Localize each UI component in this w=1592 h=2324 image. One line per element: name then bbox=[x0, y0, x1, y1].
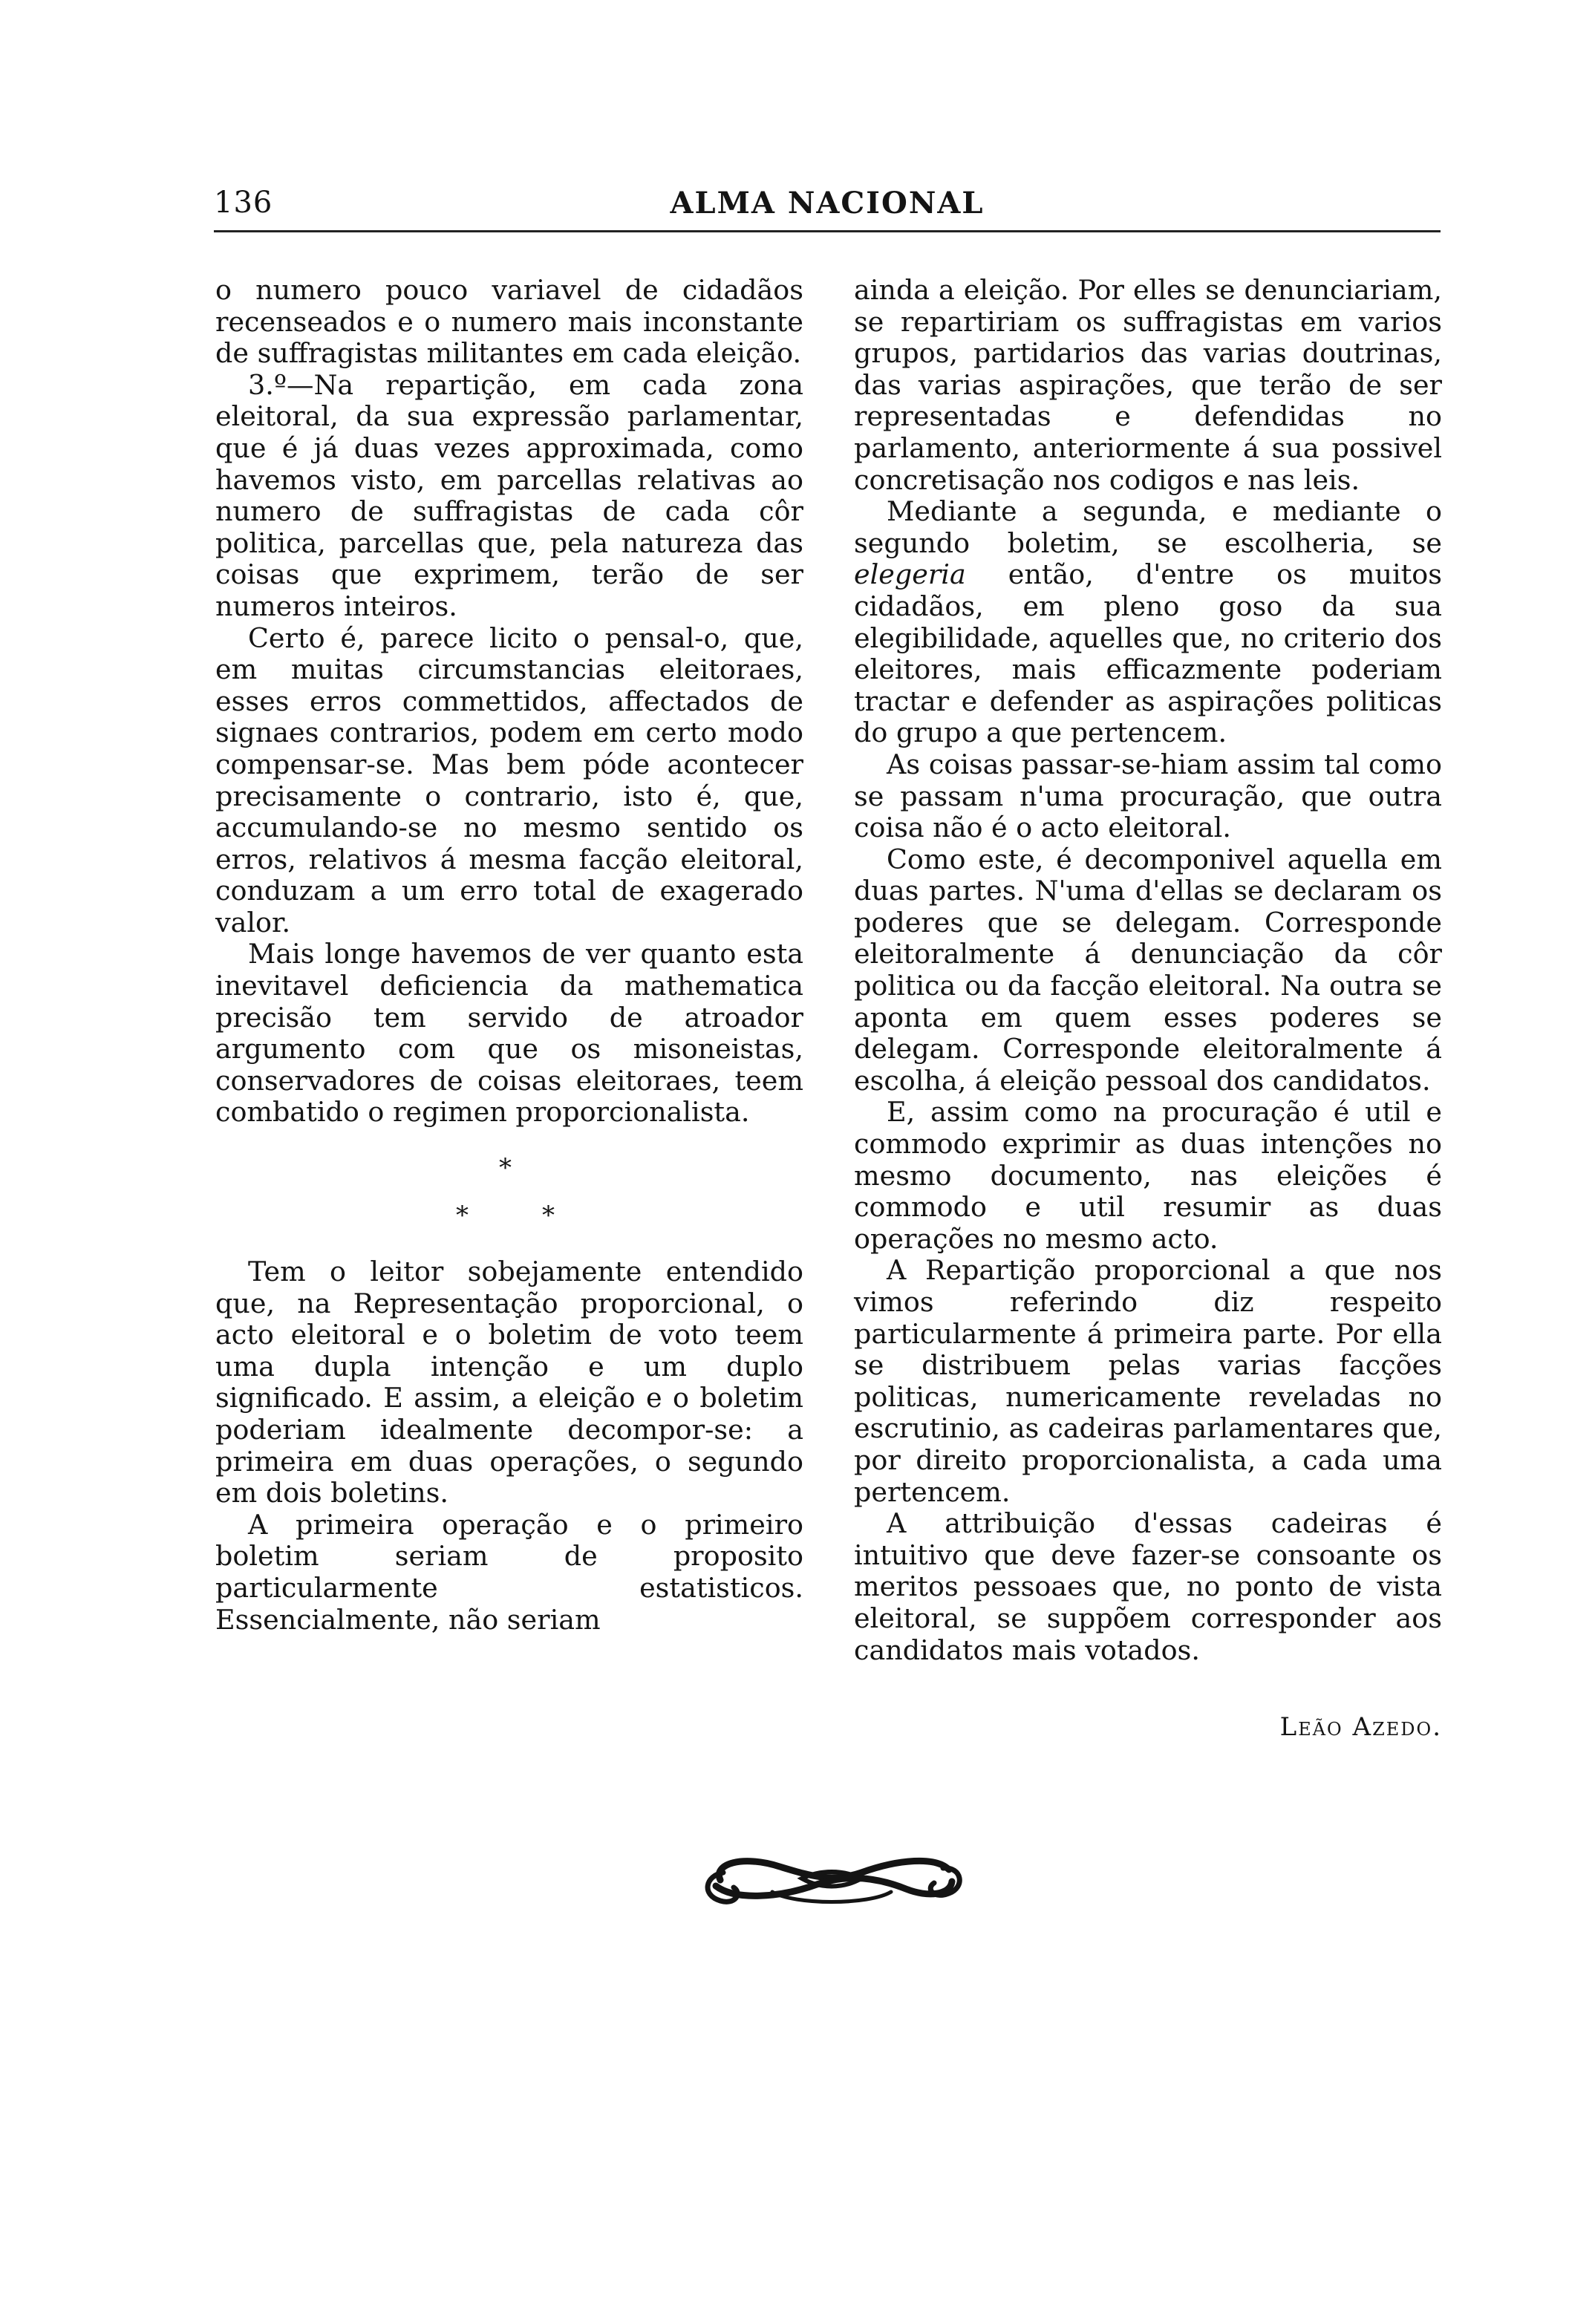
tailpiece-ornament-icon bbox=[691, 1834, 973, 1923]
paragraph-text: então, d'entre os muitos cidadãos, em pleno goso da sua elegibilidade, aquelles que, no criterio dos eleitores, mais efficazmente poderiam tractar e defender as aspirações politicas do grupo a que pertencem. bbox=[854, 558, 1442, 749]
section-asterism bbox=[215, 1142, 803, 1246]
paragraph: Como este, é decomponivel aquella em duas partes. N'uma d'ellas se declaram os poderes que se delegam. Corresponde eleitoralmente á denunciação da côr politica ou da facção eleitoral. Na outra se aponta em quem esses poderes se delegam. Corresponde eleitoralmente á escolha, á eleição pessoal dos candidatos. bbox=[854, 843, 1442, 1097]
page-header bbox=[214, 178, 1441, 232]
paragraph: o numero pouco variavel de cidadãos recenseados e o numero mais inconstante de suffragistas militantes em cada eleição. bbox=[215, 274, 803, 370]
paragraph-text: Mediante a segunda, e mediante o segundo boletim, se escolheria, se bbox=[854, 495, 1442, 559]
asterisk: * bbox=[499, 1153, 512, 1184]
paragraph: A attribuição d'essas cadeiras é intuitivo que deve fazer-se consoante os meritos pessoaes que, no ponto de vista eleitoral, se suppõem corresponder aos candidatos mais votados. bbox=[854, 1507, 1442, 1666]
asterisk: * bbox=[542, 1201, 555, 1231]
paragraph: A primeira operação e o primeiro boletim seriam de proposito particularmente estatisticos. Essencialmente, não seriam bbox=[215, 1508, 803, 1636]
asterisk: * bbox=[456, 1201, 469, 1231]
paragraph: Certo é, parece licito o pensal-o, que, em muitas circumstancias eleitoraes, esses erros commettidos, affectados de signaes contrarios, podem em certo modo compensar-se. Mas bem póde acontecer precisamente o contrario, isto é, que, accumulando-se no mesmo sentido os erros, relativos á mesma facção eleitoral, conduzam a um erro total de exagerado valor. bbox=[215, 621, 803, 939]
paragraph: E, assim como na procuração é util e commodo exprimir as duas intenções no mesmo documento, nas eleições é commodo e util resumir as duas operações no mesmo acto. bbox=[854, 1096, 1442, 1255]
paragraph: As coisas passar-se-hiam assim tal como se passam n'uma procuração, que outra coisa não é o acto eleitoral. bbox=[854, 748, 1442, 844]
paragraph: Mais longe havemos de ver quanto esta inevitavel deficiencia da mathematica precisão tem servido de atroador argumento com que os misoneistas, conservadores de coisas eleitoraes, teem combatido o regimen proporcionalista. bbox=[215, 938, 803, 1129]
paragraph: A Repartição proporcional a que nos vimos referindo diz respeito particularmente á primeira parte. Por ella se distribuem pelas varias facções politicas, numericamente reveladas no escrutinio, as cadeiras parlamentares que, por direito proporcionalista, a cada uma pertencem. bbox=[854, 1254, 1442, 1508]
paragraph: 3.º—Na repartição, em cada zona eleitoral, da sua expressão parlamentar, que é já duas vezes approximada, como havemos visto, em parcellas relativas ao numero de suffragistas de cada côr politica, parcellas que, pela natureza das coisas que exprimem, terão de ser numeros inteiros. bbox=[215, 368, 803, 622]
paragraph: Tem o leitor sobejamente entendido que, na Representação proporcional, o acto eleitoral e o boletim de voto teem uma dupla intenção e um duplo significado. E assim, a eleição e o boletim poderiam idealmente decompor-se: a primeira em duas operações, o segundo em dois boletins. bbox=[215, 1256, 803, 1509]
paragraph bbox=[854, 496, 1442, 749]
header-rule bbox=[214, 230, 1441, 232]
running-title: ALMA NACIONAL bbox=[670, 186, 985, 221]
emphasized-word: elegeria bbox=[854, 558, 966, 591]
right-column bbox=[854, 275, 1442, 1666]
left-column bbox=[215, 275, 803, 1636]
page-number: 136 bbox=[214, 186, 273, 220]
paragraph: ainda a eleição. Por elles se denunciariam, se repartiriam os suffragistas em varios grupos, partidarios das varias doutrinas, das varias aspirações, que terão de ser representadas e defendidas no parlamento, anteriormente á sua possivel concretisação nos codigos e nas leis. bbox=[854, 274, 1442, 496]
author-signature: Leão Azedo. bbox=[1279, 1712, 1442, 1742]
